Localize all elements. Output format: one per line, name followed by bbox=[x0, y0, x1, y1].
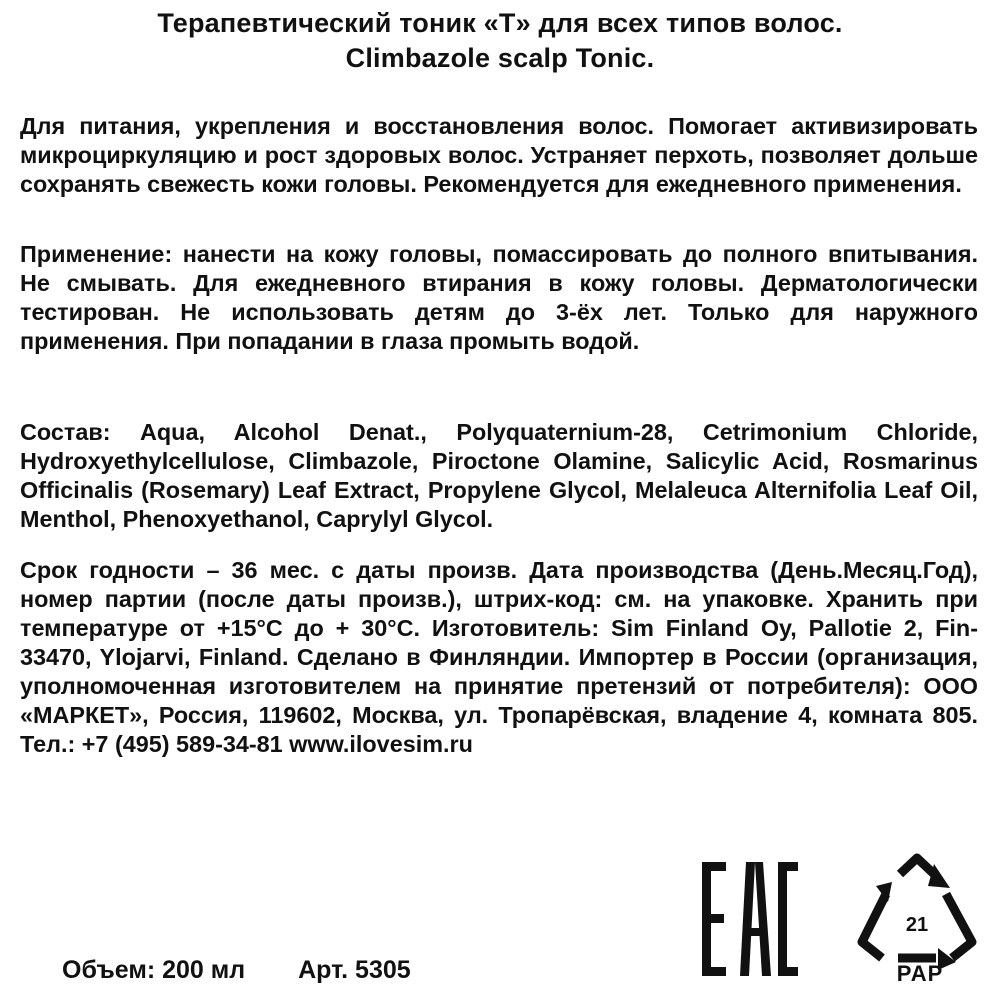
usage-paragraph: Применение: нанести на кожу головы, помассировать до полного впитывания. Не смывать. Для ежедневного втирания в кожу головы. Дерматологически тестирован. Не использовать детям до 3-ёх лет. Только для наружного применения. При попадании в глаза промыть водой. bbox=[20, 241, 978, 354]
recycling-number: 21 bbox=[905, 914, 929, 936]
product-title: Терапевтический тоник «Т» для всех типов волос. bbox=[157, 8, 843, 38]
recycling-code: PAP bbox=[896, 961, 944, 986]
description-paragraph: Для питания, укрепления и восстановления волос. Помогает активизировать микроциркуляцию и рост здоровых волос. Устраняет перхоть, позволяет дольше сохранять свежесть кожи головы. Рекомендуется для ежедневного применения. bbox=[20, 113, 978, 197]
product-subtitle: Climbazole scalp Tonic. bbox=[345, 43, 655, 73]
volume-article-line bbox=[62, 954, 411, 986]
article-number: Арт. 5305 bbox=[298, 956, 411, 984]
storage-info-paragraph: Срок годности – 36 мес. с даты произв. Дата производства (День.Месяц.Год), номер партии (после даты произв.), штрих-код: см. на упаковке. Хранить при температуре от +15°С до + 30°С. Изготовитель: Sim Finland Oy, Pallotie 2, Fin-33470, Ylojarvi, Finland. Сделано в Финляндии. Импортер в России (организация, уполномоченная изготовителем на принятие претензий от потребителя): ООО «МАРКЕТ», Россия, 119602, Москва, ул. Тропарёвская, владение 4, комната 805. Тел.: +7 (495) 589-34-81 www.ilovesim.ru bbox=[20, 557, 978, 757]
composition-paragraph: Состав: Aqua, Alcohol Denat., Polyquaternium-28, Cetrimonium Chloride, Hydroxyethylcellulose, Climbazole, Piroctone Olamine, Salicylic Acid, Rosmarinus Officinalis (Rosemary) Leaf Extract, Propylene Glycol, Melaleuca Alternifolia Leaf Oil, Menthol, Phenoxyethanol, Caprylyl Glycol. bbox=[20, 419, 978, 532]
eac-mark-icon bbox=[700, 858, 800, 980]
volume-text: Объем: 200 мл bbox=[62, 956, 246, 984]
